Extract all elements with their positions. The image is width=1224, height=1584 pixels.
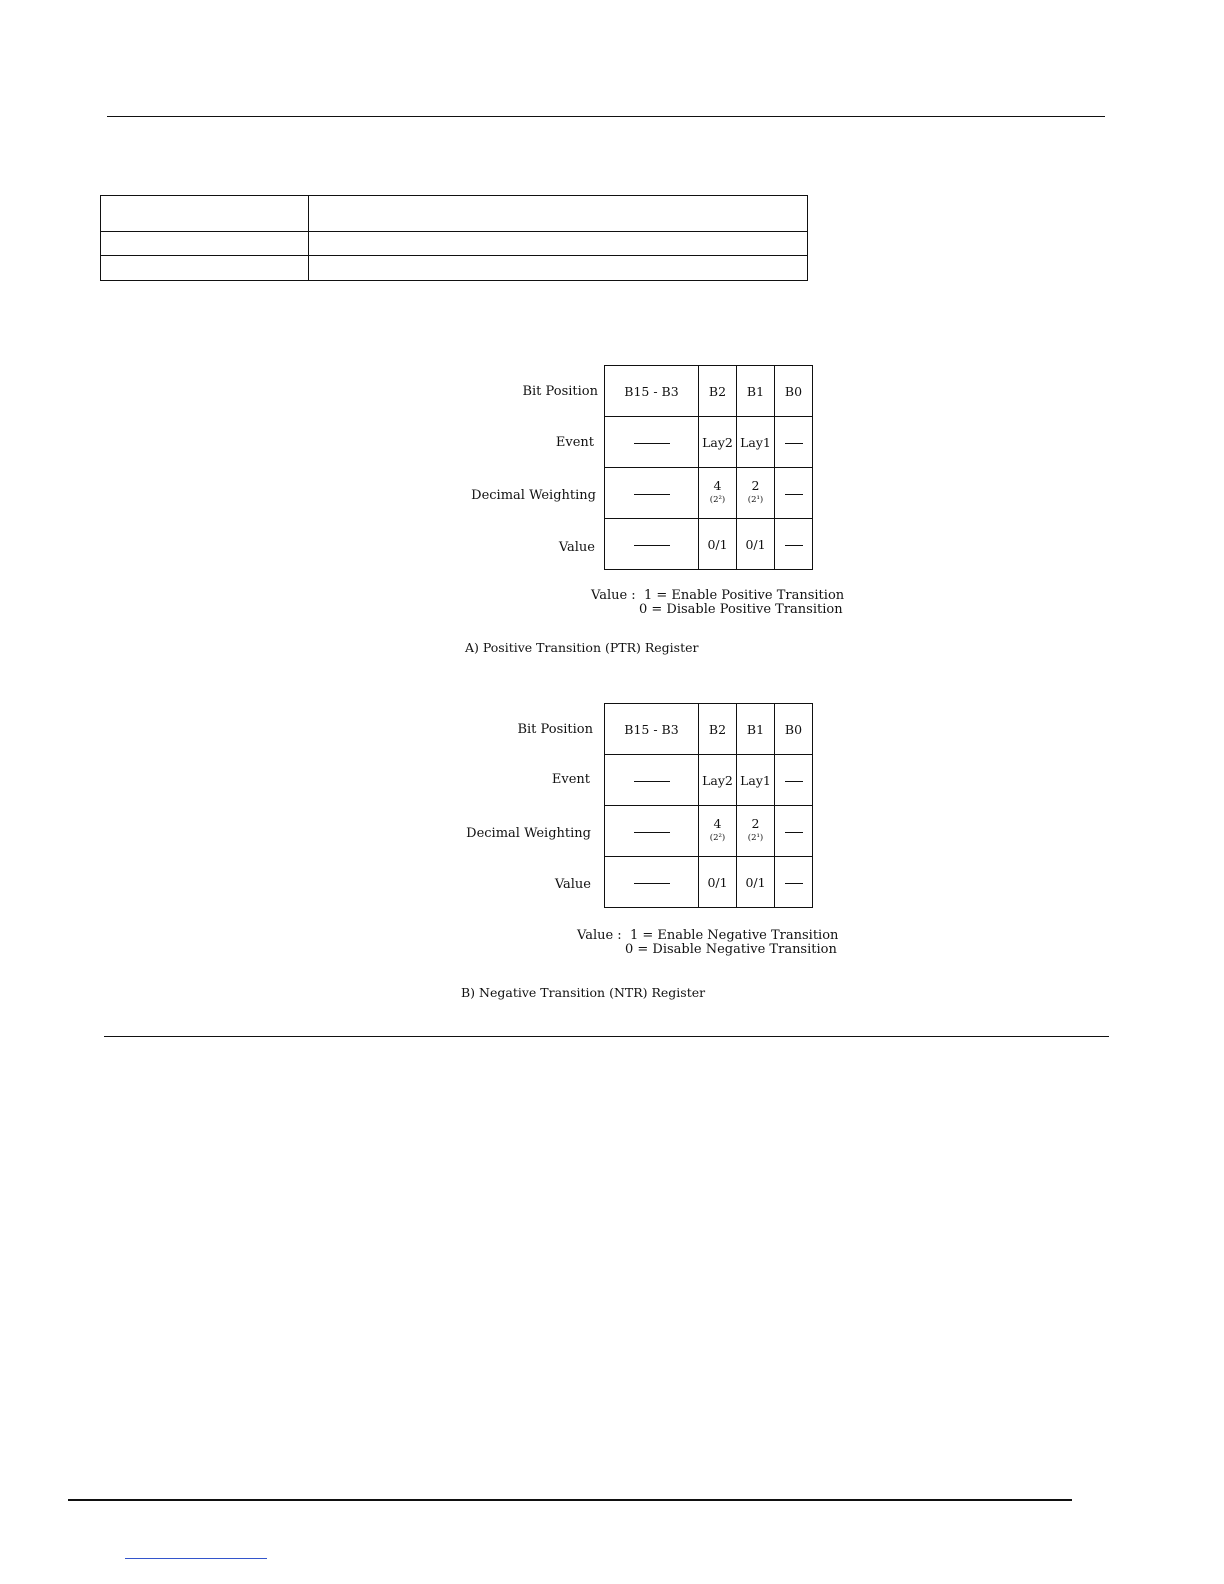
summary-table	[100, 195, 808, 281]
bit-cell: B1	[737, 366, 775, 417]
header-rule	[107, 116, 1105, 117]
table-cell	[309, 196, 808, 232]
footer-rule	[68, 1499, 1072, 1501]
bit-cell: B2	[699, 704, 737, 755]
empty-dash-cell	[775, 417, 813, 468]
empty-dash-cell	[775, 857, 813, 908]
empty-dash-cell	[605, 417, 699, 468]
dash-mark	[785, 545, 803, 546]
dash-mark	[634, 781, 670, 782]
row-label-decimal-weighting: Decimal Weighting	[466, 826, 591, 841]
empty-dash-cell	[775, 755, 813, 806]
bit-cell: B0	[775, 366, 813, 417]
empty-dash-cell	[605, 857, 699, 908]
value-row	[605, 857, 813, 908]
value-cell: 0/1	[737, 519, 775, 570]
value-cell: 0/1	[737, 857, 775, 908]
dash-mark	[634, 545, 670, 546]
footer-link-underline[interactable]	[125, 1558, 267, 1559]
bit-position-row	[605, 704, 813, 755]
dash-mark	[785, 494, 803, 495]
row-label-bit-position: Bit Position	[522, 384, 598, 399]
value-cell: 0/1	[699, 857, 737, 908]
row-label-decimal-weighting: Decimal Weighting	[471, 488, 596, 503]
weight-cell	[737, 468, 775, 519]
empty-dash-cell	[775, 806, 813, 857]
bit-cell: B2	[699, 366, 737, 417]
dash-mark	[785, 443, 803, 444]
row-label-value: Value	[558, 540, 595, 555]
row-label-value: Value	[554, 877, 591, 892]
weight-exponent: (2²)	[709, 495, 726, 505]
table-row	[101, 196, 808, 232]
ntr-register-table	[604, 703, 813, 908]
table-cell	[101, 232, 309, 256]
dash-mark	[785, 781, 803, 782]
decimal-weighting-row	[605, 468, 813, 519]
ptr-register-table	[604, 365, 813, 570]
weight-value: 2	[751, 478, 760, 493]
event-row	[605, 755, 813, 806]
table-cell	[101, 196, 309, 232]
legend-line-2: 0 = Disable Positive Transition	[639, 602, 843, 617]
bit-cell: B15 - B3	[605, 704, 699, 755]
empty-dash-cell	[605, 519, 699, 570]
empty-dash-cell	[775, 519, 813, 570]
row-label-event: Event	[551, 772, 590, 787]
table-row	[101, 256, 808, 281]
bit-cell: B0	[775, 704, 813, 755]
empty-dash-cell	[775, 468, 813, 519]
event-row	[605, 417, 813, 468]
row-label-event: Event	[555, 435, 594, 450]
table-cell	[101, 256, 309, 281]
empty-dash-cell	[605, 468, 699, 519]
bit-cell: B1	[737, 704, 775, 755]
weight-value: 4	[713, 478, 722, 493]
legend-line-2: 0 = Disable Negative Transition	[625, 942, 837, 957]
bit-position-row	[605, 366, 813, 417]
dash-mark	[785, 883, 803, 884]
weight-cell	[737, 806, 775, 857]
event-cell: Lay1	[737, 755, 775, 806]
weight-exponent: (2¹)	[747, 833, 764, 843]
dash-mark	[634, 494, 670, 495]
table-cell	[309, 256, 808, 281]
dash-mark	[785, 832, 803, 833]
weight-exponent: (2²)	[709, 833, 726, 843]
value-row	[605, 519, 813, 570]
weight-value: 2	[751, 816, 760, 831]
event-cell: Lay2	[699, 417, 737, 468]
dash-mark	[634, 832, 670, 833]
table-cell	[309, 232, 808, 256]
event-cell: Lay2	[699, 755, 737, 806]
row-label-bit-position: Bit Position	[517, 722, 593, 737]
section-rule	[104, 1036, 1109, 1037]
diagram-caption: B) Negative Transition (NTR) Register	[461, 985, 706, 1000]
legend-line-1: Value : 1 = Enable Negative Transition	[577, 928, 839, 943]
dash-mark	[634, 443, 670, 444]
empty-dash-cell	[605, 806, 699, 857]
weight-value: 4	[713, 816, 722, 831]
dash-mark	[634, 883, 670, 884]
event-cell: Lay1	[737, 417, 775, 468]
table-row	[101, 232, 808, 256]
diagram-caption: A) Positive Transition (PTR) Register	[465, 640, 699, 655]
decimal-weighting-row	[605, 806, 813, 857]
bit-cell: B15 - B3	[605, 366, 699, 417]
empty-dash-cell	[605, 755, 699, 806]
weight-cell	[699, 806, 737, 857]
value-cell: 0/1	[699, 519, 737, 570]
weight-cell	[699, 468, 737, 519]
legend-line-1: Value : 1 = Enable Positive Transition	[591, 588, 845, 603]
weight-exponent: (2¹)	[747, 495, 764, 505]
